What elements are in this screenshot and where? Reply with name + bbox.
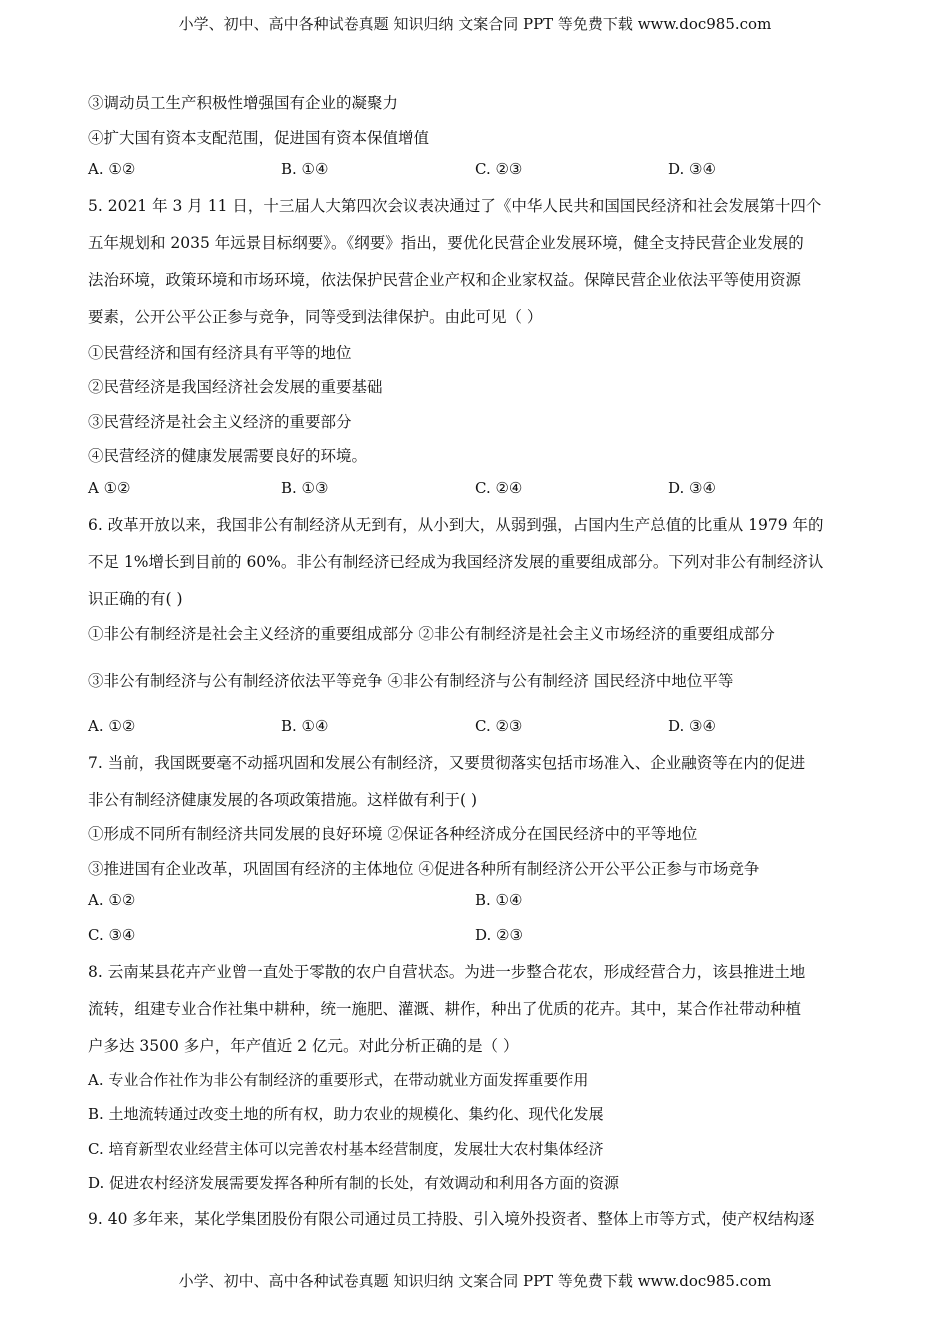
q6-item-row: ①非公有制经济是社会主义经济的重要组成部分 ②非公有制经济是社会主义市场经济的重要组成部分 bbox=[88, 625, 775, 643]
q7-option-d: D. ②③ bbox=[475, 926, 523, 944]
q4-option-b: B. ①④ bbox=[281, 160, 329, 178]
q4-option-c: C. ②③ bbox=[475, 160, 523, 178]
q8-stem-line: 流转，组建专业合作社集中耕种，统一施肥、灌溉、耕作，种出了优质的花卉。其中，某合作社带动种植 bbox=[88, 1000, 802, 1018]
q8-option-a: A. 专业合作社作为非公有制经济的重要形式，在带动就业方面发挥重要作用 bbox=[88, 1071, 589, 1089]
q8-option-d: D. 促进农村经济发展需要发挥各种所有制的长处，有效调动和利用各方面的资源 bbox=[88, 1174, 620, 1192]
q5-item-2: ②民营经济是我国经济社会发展的重要基础 bbox=[88, 378, 383, 396]
q4-item-4: ④扩大国有资本支配范围，促进国有资本保值增值 bbox=[88, 129, 430, 147]
q7-option-c: C. ③④ bbox=[88, 926, 136, 944]
q7-option-a: A. ①② bbox=[88, 891, 136, 909]
q7-stem-line: 非公有制经济健康发展的各项政策措施。这样做有利于( ) bbox=[88, 791, 478, 809]
q5-option-c: C. ②④ bbox=[475, 479, 523, 497]
q5-option-d: D. ③④ bbox=[668, 479, 716, 497]
page-footer: 小学、初中、高中各种试卷真题 知识归纳 文案合同 PPT 等免费下载 www.doc985.com bbox=[178, 1272, 772, 1290]
q8-stem-line: 户多达 3500 多户，年产值近 2 亿元。对此分析正确的是（ ） bbox=[88, 1037, 519, 1055]
q5-item-1: ①民营经济和国有经济具有平等的地位 bbox=[88, 344, 352, 362]
q9-stem-line: 9. 40 多年来，某化学集团股份有限公司通过员工持股、引入境外投资者、整体上市等方式，使产权结构逐 bbox=[88, 1210, 815, 1228]
q7-item-row: ③推进国有企业改革，巩固国有经济的主体地位 ④促进各种所有制经济公开公平公正参与市场竞争 bbox=[88, 860, 760, 878]
q8-option-b: B. 土地流转通过改变土地的所有权，助力农业的规模化、集约化、现代化发展 bbox=[88, 1105, 604, 1123]
q6-option-a: A. ①② bbox=[88, 717, 136, 735]
q6-stem-line: 6. 改革开放以来，我国非公有制经济从无到有，从小到大，从弱到强，占国内生产总值的比重从 1979 年的 bbox=[88, 516, 824, 534]
q6-item-row: ③非公有制经济与公有制经济依法平等竞争 ④非公有制经济与公有制经济 国民经济中地位平等 bbox=[88, 672, 734, 690]
q5-option-b: B. ①③ bbox=[281, 479, 329, 497]
q4-option-d: D. ③④ bbox=[668, 160, 716, 178]
q4-item-3: ③调动员工生产积极性增强国有企业的凝聚力 bbox=[88, 94, 399, 112]
q5-option-a: A ①② bbox=[88, 479, 131, 497]
q5-stem-line: 要素，公开公平公正参与竞争，同等受到法律保护。由此可见（ ） bbox=[88, 308, 543, 326]
q6-option-c: C. ②③ bbox=[475, 717, 523, 735]
q5-stem-line: 五年规划和 2035 年远景目标纲要》。《纲要》指出，要优化民营企业发展环境，健全支持民营企业发展的 bbox=[88, 234, 804, 252]
q7-item-row: ①形成不同所有制经济共同发展的良好环境 ②保证各种经济成分在国民经济中的平等地位 bbox=[88, 825, 698, 843]
q6-option-b: B. ①④ bbox=[281, 717, 329, 735]
q7-option-b: B. ①④ bbox=[475, 891, 523, 909]
q8-option-c: C. 培育新型农业经营主体可以完善农村基本经营制度，发展壮大农村集体经济 bbox=[88, 1140, 604, 1158]
q6-stem-line: 识正确的有( ) bbox=[88, 590, 183, 608]
page-header: 小学、初中、高中各种试卷真题 知识归纳 文案合同 PPT 等免费下载 www.doc985.com bbox=[178, 15, 772, 33]
q5-item-4: ④民营经济的健康发展需要良好的环境。 bbox=[88, 447, 368, 465]
q4-option-a: A. ①② bbox=[88, 160, 136, 178]
q5-item-3: ③民营经济是社会主义经济的重要部分 bbox=[88, 413, 352, 431]
q7-stem-line: 7. 当前，我国既要毫不动摇巩固和发展公有制经济，又要贯彻落实包括市场准入、企业融资等在内的促进 bbox=[88, 754, 806, 772]
q5-stem-line: 5. 2021 年 3 月 11 日，十三届人大第四次会议表决通过了《中华人民共和国国民经济和社会发展第十四个 bbox=[88, 197, 822, 215]
q8-stem-line: 8. 云南某县花卉产业曾一直处于零散的农户自营状态。为进一步整合花农，形成经营合力，该县推进土地 bbox=[88, 963, 806, 981]
q5-stem-line: 法治环境，政策环境和市场环境，依法保护民营企业产权和企业家权益。保障民营企业依法平等使用资源 bbox=[88, 271, 802, 289]
q6-stem-line: 不足 1%增长到目前的 60%。非公有制经济已经成为我国经济发展的重要组成部分。下列对非公有制经济认 bbox=[88, 553, 824, 571]
q6-option-d: D. ③④ bbox=[668, 717, 716, 735]
